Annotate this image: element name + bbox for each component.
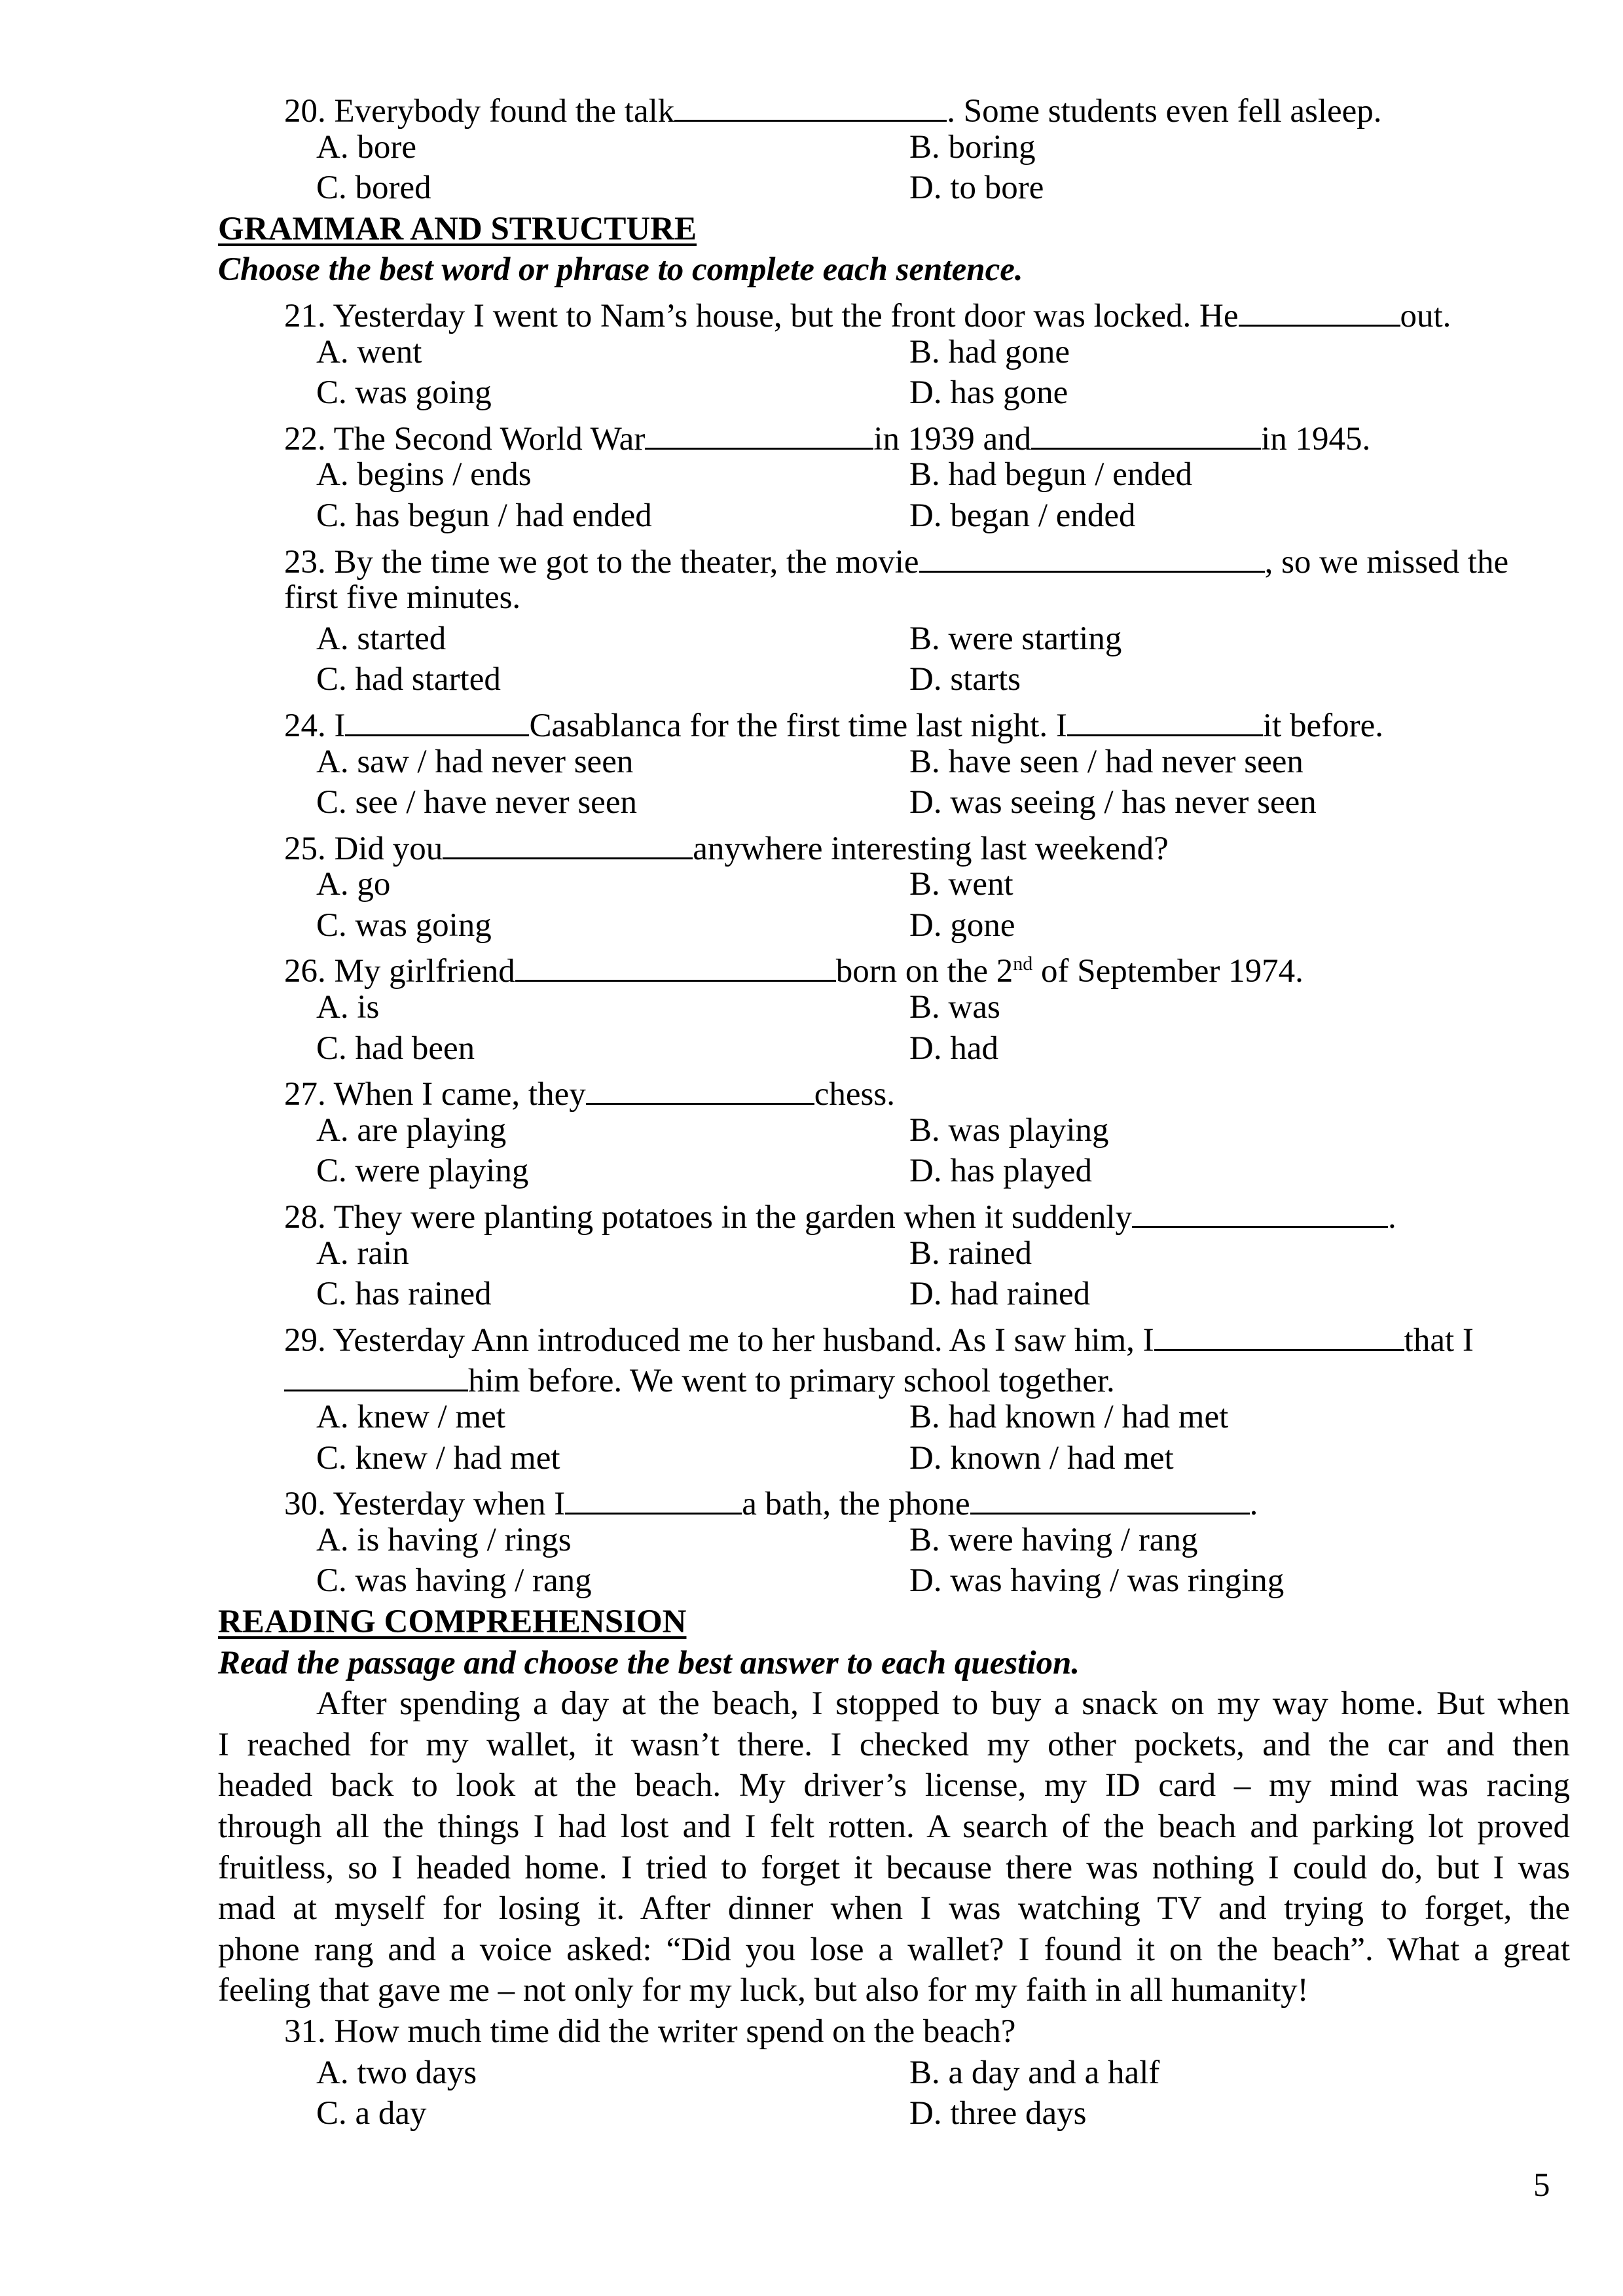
question-27: 27. When I came, they chess. [0, 1069, 1623, 1110]
option-b[interactable]: B. went [909, 866, 1013, 903]
option-b[interactable]: B. were starting [909, 620, 1122, 657]
option-d[interactable]: D. was having / was ringing [909, 1562, 1285, 1600]
option-b[interactable]: B. boring [909, 128, 1036, 166]
question-21: 21. Yesterday I went to Nam’s house, but the front door was locked. He out. [0, 291, 1623, 332]
option-c[interactable]: C. was going [316, 374, 492, 412]
question-29-continued: him before. We went to primary school together. [0, 1355, 1623, 1397]
option-c[interactable]: C. was having / rang [316, 1562, 592, 1600]
option-c[interactable]: C. knew / had met [316, 1439, 560, 1477]
option-a[interactable]: A. knew / met [316, 1399, 505, 1435]
question-25: 25. Did you anywhere interesting last weekend? [0, 823, 1623, 865]
option-b[interactable]: B. was [909, 989, 1000, 1026]
options-row [0, 619, 1623, 660]
option-c[interactable]: C. were playing [316, 1153, 529, 1190]
options-row [0, 1274, 1623, 1315]
option-d[interactable]: D. has gone [909, 374, 1068, 412]
options-row [0, 1438, 1623, 1479]
options-row [0, 454, 1623, 495]
option-c[interactable]: C. see / have never seen [316, 784, 637, 821]
option-a[interactable]: A. go [316, 866, 391, 903]
options-row [0, 1397, 1623, 1438]
answer-blank[interactable] [1239, 291, 1400, 327]
question-23-continued: first five minutes. [284, 579, 521, 617]
options-row [0, 905, 1623, 946]
option-c[interactable]: C. had started [316, 661, 501, 698]
option-a[interactable]: A. begins / ends [316, 456, 532, 493]
options-row [0, 332, 1623, 373]
passage-line: mad at myself for losing it. After dinner when I was watching TV and trying to forget, the [218, 1890, 1570, 1928]
option-d[interactable]: D. three days [909, 2095, 1087, 2132]
option-d[interactable]: D. has played [909, 1153, 1093, 1190]
options-row [0, 1560, 1623, 1602]
answer-blank[interactable] [919, 537, 1265, 573]
option-a[interactable]: A. is [316, 989, 380, 1026]
question-29: 29. Yesterday Ann introduced me to her husband. As I saw him, I that I [0, 1315, 1623, 1356]
answer-blank[interactable] [1067, 700, 1263, 736]
options-row [0, 1520, 1623, 1561]
options-row [0, 168, 1623, 209]
passage-line: I reached for my wallet, it wasn’t there. I checked my other pockets, and the car and then [218, 1726, 1570, 1763]
option-b[interactable]: B. a day and a half [909, 2054, 1160, 2091]
answer-blank[interactable] [515, 946, 836, 982]
option-b[interactable]: B. rained [909, 1234, 1032, 1272]
options-row [0, 659, 1623, 700]
section-heading-grammar: GRAMMAR AND STRUCTURE [218, 210, 697, 247]
option-d[interactable]: D. had [909, 1030, 998, 1067]
option-a[interactable]: A. saw / had never seen [316, 743, 634, 780]
passage-line: feeling that gave me – not only for my luck, but also for my faith in all humanity! [218, 1972, 1309, 2009]
passage-line: fruitless, so I headed home. I tried to forget it because there was nothing I could do, but I was [218, 1849, 1570, 1886]
option-a[interactable]: A. bore [316, 128, 416, 166]
option-a[interactable]: A. are playing [316, 1111, 507, 1149]
answer-blank[interactable] [565, 1479, 742, 1515]
question-26: 26. My girlfriend born on the 2nd of September 1974. [0, 946, 1623, 987]
question-23: 23. By the time we got to the theater, the movie , so we missed the [0, 537, 1623, 578]
option-b[interactable]: B. had begun / ended [909, 456, 1192, 493]
answer-blank[interactable] [1154, 1315, 1404, 1351]
option-b[interactable]: B. had known / had met [909, 1399, 1229, 1435]
options-row [0, 864, 1623, 905]
passage-line: After spending a day at the beach, I stopped to buy a snack on my way home. But when [316, 1685, 1570, 1723]
option-d[interactable]: D. gone [909, 906, 1015, 944]
answer-blank[interactable] [1132, 1192, 1388, 1228]
option-d[interactable]: D. known / had met [909, 1439, 1174, 1477]
option-a[interactable]: A. rain [316, 1234, 409, 1272]
grammar-instruction: Choose the best word or phrase to complete each sentence. [218, 251, 1023, 289]
option-a[interactable]: A. two days [316, 2054, 477, 2091]
options-row [0, 2093, 1623, 2134]
option-a[interactable]: A. is having / rings [316, 1521, 572, 1558]
option-c[interactable]: C. had been [316, 1030, 475, 1067]
option-a[interactable]: A. started [316, 620, 447, 657]
options-row [0, 742, 1623, 783]
option-c[interactable]: C. has rained [316, 1276, 492, 1313]
question-22: 22. The Second World War in 1939 and in 1945. [0, 414, 1623, 455]
option-a[interactable]: A. went [316, 333, 422, 370]
option-d[interactable]: D. was seeing / has never seen [909, 784, 1317, 821]
option-c[interactable]: C. has begun / had ended [316, 497, 652, 534]
options-row [0, 987, 1623, 1028]
options-row [0, 372, 1623, 414]
option-b[interactable]: B. have seen / had never seen [909, 743, 1304, 780]
option-b[interactable]: B. was playing [909, 1111, 1109, 1149]
options-row [0, 127, 1623, 168]
options-row [0, 782, 1623, 823]
options-row [0, 1028, 1623, 1069]
passage-line: through all the things I had lost and I felt rotten. A search of the beach and parking lot proved [218, 1808, 1570, 1845]
answer-blank[interactable] [284, 1355, 468, 1391]
options-row [0, 495, 1623, 537]
option-d[interactable]: D. had rained [909, 1276, 1091, 1313]
worksheet-page [0, 86, 1623, 2134]
page-number: 5 [1533, 2167, 1550, 2204]
option-d[interactable]: D. began / ended [909, 497, 1136, 534]
question-20: 20. Everybody found the talk . Some students even fell asleep. [0, 86, 1623, 127]
options-row [0, 1110, 1623, 1151]
question-28: 28. They were planting potatoes in the garden when it suddenly . [0, 1192, 1623, 1233]
answer-blank[interactable] [1031, 414, 1261, 450]
answer-blank[interactable] [645, 414, 873, 450]
option-c[interactable]: C. bored [316, 170, 431, 207]
question-24: 24. I Casablanca for the first time last night. I it before. [0, 700, 1623, 742]
question-30: 30. Yesterday when I a bath, the phone . [0, 1479, 1623, 1520]
options-row [0, 2053, 1623, 2094]
option-d[interactable]: D. to bore [909, 170, 1044, 207]
question-31: 31. How much time did the writer spend on the beach? [284, 2013, 1016, 2050]
passage-line: headed back to look at the beach. My driver’s license, my ID card – my mind was racing [218, 1767, 1570, 1804]
answer-blank[interactable] [674, 86, 947, 122]
options-row [0, 1151, 1623, 1192]
option-c[interactable]: C. was going [316, 906, 492, 944]
answer-blank[interactable] [586, 1069, 814, 1105]
passage-line: phone rang and a voice asked: “Did you lose a wallet? I found it on the beach”. What a great [218, 1931, 1570, 1968]
reading-instruction: Read the passage and choose the best answer to each question. [218, 1644, 1080, 1681]
answer-blank[interactable] [970, 1479, 1250, 1515]
section-heading-reading: READING COMPREHENSION [218, 1603, 687, 1640]
option-c[interactable]: C. a day [316, 2095, 427, 2132]
option-b[interactable]: B. were having / rang [909, 1521, 1198, 1558]
options-row [0, 1233, 1623, 1274]
answer-blank[interactable] [345, 700, 529, 736]
answer-blank[interactable] [443, 823, 693, 859]
option-b[interactable]: B. had gone [909, 333, 1070, 370]
option-d[interactable]: D. starts [909, 661, 1021, 698]
